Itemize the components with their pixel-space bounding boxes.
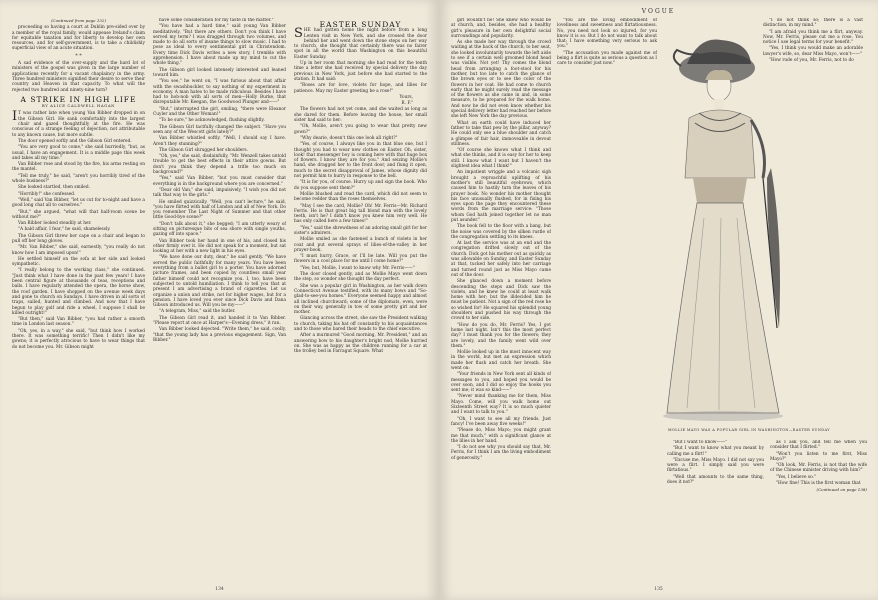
paragraph: "The accusation you made against me of being a flirt is quite as serious a question as I care to consider just now." [557, 50, 657, 67]
paragraph: Van Bibber took her hand in one of his, and closed his other firmly over it. He did not speak for a moment, but sat looking at her with a new light in his eyes. [153, 238, 286, 255]
paragraph: Mollie smiled as she fastened a bunch of violets in her coat and put several sprays of lilies-of-the-valley in her prayer-book. [294, 237, 427, 253]
paragraph: "Never mind thanking me for them, Miss Mayo. Come, will you walk home out Sixteenth Street way? It is so much quieter and I want to talk to you." [451, 394, 551, 416]
paragraph: HE had gotten home the night before from a long Lenten visit in New York, and she crossed the door behind her and went down the stone steps on her way to church, she thought that certainly there was no fairer spot in all the world than Washington on this beautiful Easter Sunday. [294, 28, 427, 60]
left-page-number: 134 [215, 587, 224, 592]
section-divider: * * [75, 52, 82, 59]
paragraph: She was a popular girl in Washington, as her walk down Connecticut Avenue testified, with its many bows and "So-glad-to-see-you homes." Everyone seemed happy and almost all inclined churchward; some of the diplomats, even, were on their way, generally in tow of some pretty girl and her mother. [294, 283, 427, 316]
paragraph: "Horribly!" she confessed. [18, 191, 76, 197]
paragraph: "But," she argued, "what will that half-room scene be without me?" [12, 209, 145, 220]
paragraph: The Gibson girl looked intensely interested and leaned toward him. [153, 67, 286, 78]
paragraph: "How fine! This is the first woman that [776, 481, 861, 487]
paragraph: The book fell to the floor with a bang, but the noise was covered by the silken rustle of the congregation settling to its knees. [451, 224, 551, 240]
story-text-continued [153, 18, 286, 343]
paragraph: "Oh, yes, in a way," she said, "but think how I worked there. It was something terrific! Then I didn't like my gowns; it is perfectly atrocious to have to wear things that do not become you. Mr. Gibson might [12, 328, 145, 350]
paragraph: He settled himself on the sofa at her side and looked sympathetic. [12, 256, 145, 268]
paragraph: "Dear old Van," she said, impulsively, "I wish you did not talk that way to the girls." [153, 187, 286, 199]
paragraph: "I am afraid you think me a flirt, anyway. Now, Mr. Ferris, please cut me a rose. You notice I use legal terms for your benefit." [763, 29, 863, 46]
right-column-2 [557, 18, 657, 578]
paragraph: "I do not think so; there is a vast distinction, in my mind." [763, 18, 863, 29]
editorial-paragraphs-2 [12, 61, 145, 93]
paragraph: What on earth could have induced her father to take that pew by the pillar, anyway? He could only see a blue shoulder and catch a glimpse of fair hair, immoveable in devout stillness. [451, 120, 551, 147]
paragraph: "How do you do, Mr. Ferris? Yes, I got home last night. Isn't this the most perfect day? I must thank you for the flowers; they are lovely, and the family went wild over them." [451, 322, 551, 349]
story-title: A STRIKE IN HIGH LIFE [20, 94, 137, 104]
paragraph: "You are very good to come," she said hurriedly, "but, as usual, I have an engagement. It is a middle page this week and takes all my time." [12, 145, 145, 161]
paragraph: Mollie looked up in the most innocent way in the world, but met an expression which made her flush and catch her breath. She went on: [451, 350, 551, 371]
paragraph: "May I see the card, Mollie? Oh! Mr. Ferris—Mr. Richard Ferris. He is that great big tall blond man with the lovely teeth, isn't he? I didn't know you knew him very well. He has only called here a few times!" [294, 203, 427, 225]
continued-note: (Continued from page 132) [50, 18, 107, 23]
right-page [439, 0, 878, 600]
paragraph: Van Bibber whistled softly. "Well, I should say I have. Aren't they stunning?" [153, 136, 286, 147]
paragraph: After a murmured "Good morning, Mr. President," and an answering bow to his daughter's bright nod, Mollie hurried on. She was as happy as the children running for a car at the trolley bed in Farragut Square. What [294, 333, 427, 355]
paragraph: "Of course she knows what I think and what she thinks, and it is easy for her to keep still. I know what I want but I haven't the slightest idea what I think!" [451, 148, 551, 170]
story-text [12, 111, 145, 349]
paragraph: The Gibson Girl tactfully changed the subject. "Have you seen any of the Wescott girls lately?" [153, 124, 286, 135]
easter-title: EASTER SUNDAY [319, 20, 402, 29]
paragraph: The door opened softly and the Gibson Girl entered. [18, 138, 132, 144]
paragraph: Up in her room that morning she had read for the tenth time a letter she had received by special delivery the day previous in New York, just before she had started to the station. It had said: [294, 61, 427, 82]
paragraph: She looked startled, then smiled. [18, 185, 90, 191]
paragraph: "Yes; but, Mollie, I want to know why Mr. Ferris——" [300, 265, 415, 271]
paragraph: "A bald affair, I fear," he said, shamelessly. [18, 227, 111, 233]
bottom-left-column [667, 440, 764, 590]
paragraph: "Your friends in New York sent all kinds of messages to you, and hoped you would be over soon, and I did so enjoy the books you sent me; it was so kind——" [451, 372, 551, 394]
paragraph: "Well that amounts to the same thing, does it not?" [667, 474, 764, 486]
paragraph: The flowers had not yet come, and she waited as long as she dared for them. Before leaving the house, her small sister had said to her: [294, 107, 427, 124]
paragraph: "Mr. Van Bibber," she said, earnestly, "you really do not know how I am imposed upon!" [12, 245, 145, 256]
paragraph: "But," interrupted the girl, smiling, "there were Eleanor Cuyler and the Other Woman!" [153, 106, 286, 118]
left-column-2 [153, 18, 286, 578]
paragraph: "Oh, I want to see all my friends. Just fancy! I've been away five weeks!" [451, 416, 551, 427]
paragraph: The Gibson Girl read it, and handed it to Van Bibber. "Please report at once at Harper's—Evening dress," it ran. [153, 315, 286, 327]
paragraph: "Please do, Miss Mayo; you might grant me that much," with a significant glance at the lilies in her hand. [451, 428, 551, 444]
paragraph: "Yes, of course, I always like you in that blue one, but I thought you had to wear new clothes on Easter. Oh, sister, look! that messenger boy is coming here with that huge box of flowers. I know they are for you." And seizing Mollie's hand, she dragged her to the front door, and flung it open, much to the secret disapproval of James, whose dignity did not permit him to hurry in response to the bell. [294, 142, 427, 180]
paragraph: "Won't you listen to me first, Miss Mayo?" [770, 451, 867, 462]
paragraph: "A telegram, Miss," said the butler. [159, 309, 236, 315]
right-page-number: 135 [654, 587, 663, 592]
paragraph: "But I want to know what you meant by calling me a flirt!" [667, 446, 764, 457]
paragraph: "You are the living embodiment of loveliness and sweetness and flirtatiousness. No, you need not look so injured, for you know it is so. But I do not want to talk about that; I have something very serious to ask you." [557, 18, 657, 50]
mollie-mayo-illustration [659, 28, 799, 423]
paragraph: "I must hurry, Grace, or I'll be late. Will you put the flowers in a cool place for me until I come home?" [294, 254, 427, 265]
easter-text-4 [557, 18, 657, 67]
paragraph: "Excuse me, Miss Mayo. I did not say you were a flirt. I simply said you were flirtatious." [667, 457, 764, 474]
paragraph: proceeding so having a court at Dublin pre-sided over by a member of the royal family, would appease Ireland's claim for equitable taxation and for liberty to develop her own resources, and for self-government, is to take a childishly superficial view of an acute situation. [12, 25, 145, 52]
paragraph: As she made her way through the crowd waiting at the back of the church, to her seat, she looked involuntarily towards the left aisle to see if a certain well groomed blond head was visible. Not yet! Thy comes the blond head from arranging a foot-stool for his mother, but too late to catch the glance of the brown eyes or to see the color of the flowers in her coat. He had come to church early that he might surely read the message of the flowers as she came in and, in some measure, to be prepared for the walk home. And now he did not even know whether his special delivery letter had reached her before she left New York the day previous. [451, 40, 551, 120]
right-column-1 [451, 18, 551, 578]
paragraph: "Tell me truly," he said, "aren't you horribly tired of the whole business?" [12, 173, 145, 185]
paragraph: Mollie blushed and read the card, which did not seem to become redder than the roses themselves. [294, 191, 427, 203]
paragraph: T was rather late when young Van Bibber dropped in on the Gibson Girl. He sank comfortably into the largest chair and gazed thoughtfully at the fire. He was conscious of a strange feeling of dejection, not attributable to any known cause, but more subtle. [12, 111, 145, 138]
easter-dropcap: S [294, 26, 303, 42]
paragraph: "Oh, yes," she said, disdainfully, "Mr. Wenzell takes untold trouble to get the best effects in their attire gowns. But don't you think they depend a trifle too much on background?" [153, 154, 286, 176]
continued-next-note: (Continued on page 138) [816, 487, 867, 493]
paragraph: have some consideration for my taste in the matter." [159, 18, 274, 23]
paragraph: Van Bibber looked steadily at her. [18, 221, 92, 227]
paragraph: A sad evidence of the over-supply and the hard lot of ministers of the gospel was given in the large number of applications recently for a vacant chaplaincy in the army. Three hundred ministers signified their desire to serve their country and Heaven in that capacity. To what will the rejected two hundred and ninety-nine turn? [12, 61, 145, 93]
paragraph: "Well," said Van Bibber, "let us cut for to-night and have a good long chat all to ourselves." [12, 197, 145, 209]
paragraph: "It is for you, of course. Hurry up and sign the book. Who do you suppose sent them?" [294, 180, 427, 191]
easter-text-2 [294, 107, 427, 354]
paragraph: Van Bibber rose and stood by the fire, his arms resting on the mantel. [12, 162, 145, 173]
paragraph: "We have done our duty, dear," he said gently. "We have served the public faithfully for many years. You have been everything from a ballet girl to a porter. You have adorned picture frames, and been copied by countless small year father himself could not recognize you. I, too, have been subjected to untold humiliation. I think to tell you that at present I am advertising a brand of cigarettes. Let us organize a union and strike, not for higher wages, but for a pension. I have loved you ever since Dick Davis and Dana Gibson introduced us. Will you be my——" [153, 255, 286, 309]
left-columns [12, 18, 427, 578]
letter-sign-off: Yours, [399, 94, 413, 100]
letter-signature: R. F." [401, 101, 413, 107]
paragraph: "Roses are for love, violets for hope, and lilies for patience. May my Easter greeting be a rose!" [294, 83, 427, 94]
paragraph: "I really belong to the working class," she continued. "Just think what I have done in the past few years! I have been central figure at thousands of teas, receptions and balls. I have regularly attended the opera, the horse show, the roof garden. I have shopped on the avenue week days and gone to church on Sundays. I have driven in all sorts of traps, sailed, hunted and climbed. And now that I have begun to play golf and ride a wheel, I suppose I shall be killed outright!" [12, 268, 145, 316]
paragraph: "You have had a hard time," said young Van Bibber meditatively. "But there are others. Don't you think I have served my term? I was dragged through two volumes, and made to do all sorts of insane things to slow music. I had to pose as ideal to every sentimental girl in Christendom. Every time Dick Davis writes a new story, I tremble with apprehension. I have about made up my mind to cut the whole thing." [153, 24, 286, 67]
bottom-right-column [770, 440, 867, 590]
paragraph: An impatient wriggle and a volcanic sigh brought a reproachful uplifting of his mother's still beautiful eyebrows, which caused him to hastily turn the leaves of his prayer book. No wonder his mother thought his face unusually flushed, for in fixing his eyes upon the page they encountered these words from the marriage service: "Those whom God hath joined together let no man put asunder." [451, 170, 551, 223]
paragraph: "To be sure," he acknowledged, flushing slightly. [159, 118, 265, 124]
paragraph: "You see," he went on, "I was furious about that affair with the swashbuckler, to say nothing of my experiment in economy. A man hates to be made ridiculous. Besides I have had to hob-nob with all sorts of men—Holly Burke, that disreputable Mr. Keegan, the Goodwood Plunger and——" [153, 79, 286, 106]
paragraph: The Gibson Girl threw her cape on a chair and began to pull off her long gloves. [12, 233, 145, 244]
paragraph: "Don't talk about it," she begged; "I am utterly weary of sitting on picturesque bits of sea shore with single youths, gazing off into space." [153, 221, 286, 238]
right-running-head: VOGUE [641, 8, 676, 15]
paragraph: "Oh, Mollie, aren't you going to wear that pretty new gown?" [294, 124, 427, 135]
paragraph: He smiled quizzically. "Well, you can't lecture," he said, "you have flirted with half of London and all of New York. Do you remember The Last Night of Summer and that other little Good-bye scene?" [153, 199, 286, 221]
easter-text [294, 28, 427, 94]
paragraph: The door closed gently, and as Mollie Mayo went down the step, so wonder she thought the day perfect. [294, 272, 427, 283]
editorial-paragraphs [12, 25, 145, 51]
paragraph: At last the service was at an end and the congregation drifted slowly out of the church. Dick got his mother out as quickly as was allowable on Sunday, and Easter Sunday at that, tucked her safely into her carriage and turned round just as Miss Mayo came out of the door. [451, 241, 551, 278]
paragraph: girl wouldn't be! She knew who would be at church, and, besides, she had a healthy girl's pleasure in her own delightful social surroundings and popularity. [451, 18, 551, 39]
left-running-head [12, 8, 427, 18]
paragraph: The Gibson Girl shrugged her shoulders. [159, 147, 248, 153]
paragraph: "Yes, I think you would make an adorable lawyer's wife, so, dear Miss Mayo, won't——" [763, 46, 863, 57]
paragraph: "How rude of you, Mr. Ferris, not to do [769, 58, 854, 64]
paragraph: "I do not see why you should say that, Mr. Ferris, for I think I am the living embodiment of generosity." [451, 445, 551, 461]
paragraph: "Yes, I believe so." [776, 474, 816, 480]
illustration-caption: MOLLIE MAYO WAS A POPULAR GIRL IN WASHINGTON—EASTER SUNDAY [667, 428, 831, 432]
easter-text-3 [451, 18, 551, 461]
paragraph: "Yes," said the shrewdness of an adoring small girl for her sister's admirers. [294, 225, 427, 236]
story-byline: BY ALICE CALDWELL HAGAN [41, 103, 116, 109]
left-column-3 [294, 18, 427, 578]
paragraph: "Yes," said Van Bibber, "but you must consider that everything is in the background where you are concerned." [153, 176, 286, 187]
story-dropcap: I [12, 109, 18, 125]
paragraph: Glancing across the street, she saw the President walking to church, taking his hat off constantly to his acquaintances and to those who bared their heads to the chief executive. [294, 316, 427, 333]
paragraph: "Why dearie, doesn't this one look all right?" [300, 135, 398, 141]
paragraph: "But then," said Van Bibber, "you had rather a smooth time in London last season." [12, 317, 145, 328]
paragraph: She glanced down a moment before descending the steps and Dick saw the violets, and he knew he could at least walk home with her; but the illdecided him he must be patient. Not a sign of the red rose he so wished for! He squared his splendid young shoulders and pushed his way through the crowd to her side. [451, 279, 551, 322]
paragraph: Van Bibber looked dejected. "Write them," he said, coolly, "that the young lady has a previous engagement. Sign, Van Bibber." [153, 327, 286, 343]
paragraph: "Oh look, Mr. Ferris, is not that the wife of the Chinese minister driving with him?" [770, 463, 867, 474]
paragraph: as I ask you, and tell me when you consider that I flirted." [770, 440, 867, 451]
bottom-columns [667, 440, 867, 590]
paragraph: "But I want to know——" [673, 440, 728, 445]
left-column-1 [12, 18, 145, 578]
